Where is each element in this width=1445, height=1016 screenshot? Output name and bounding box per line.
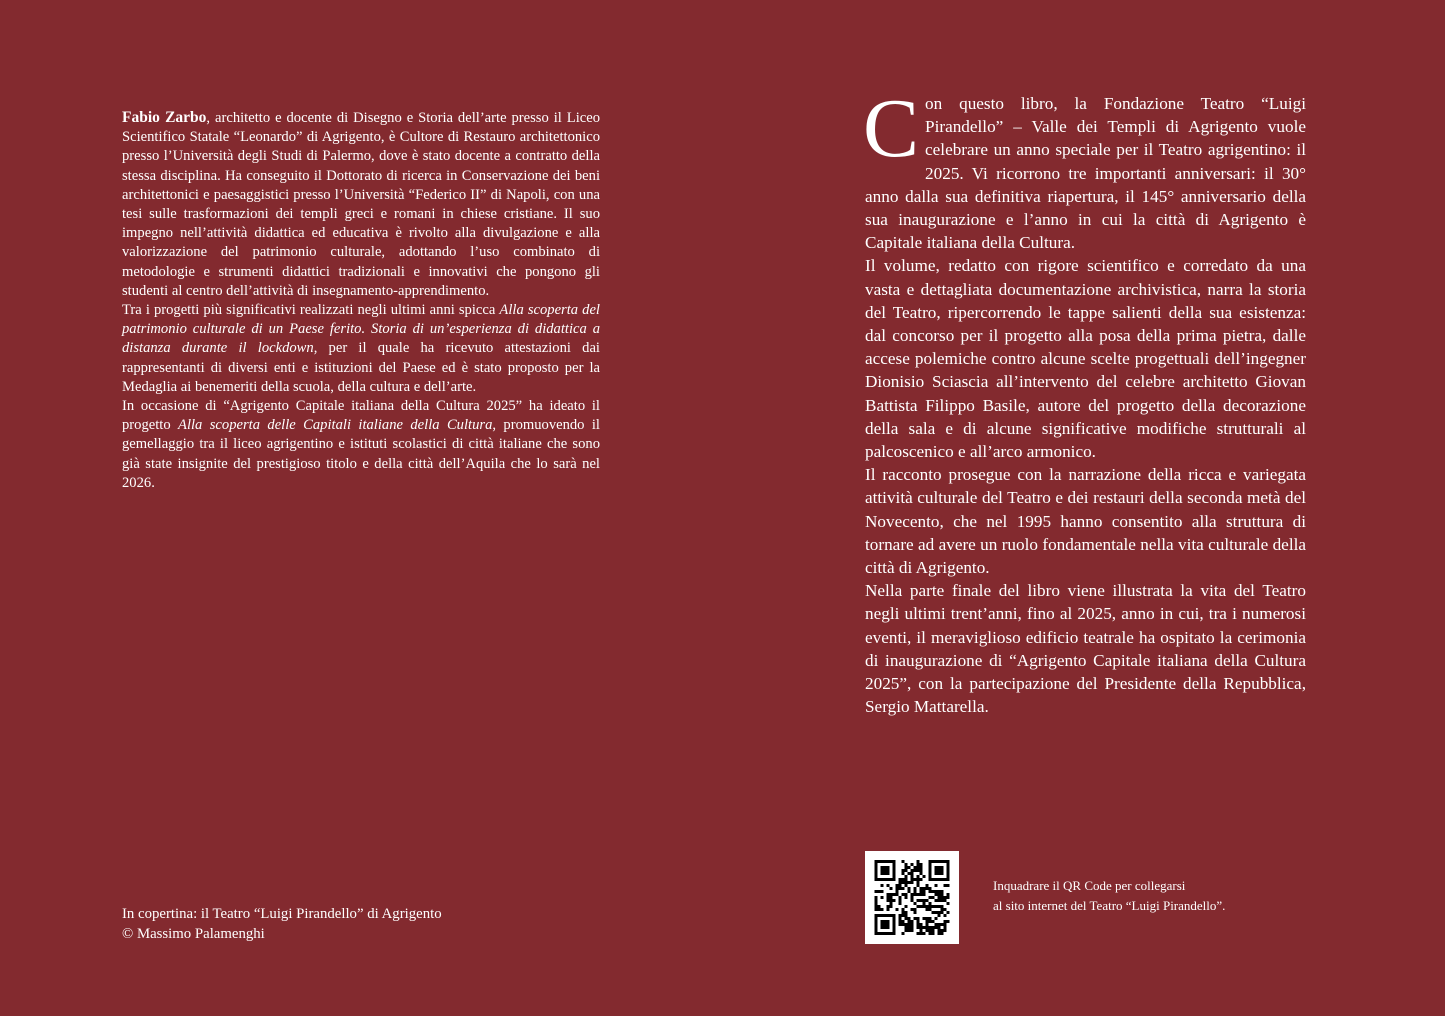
- project-title-1: Alla scoperta del patrimonio culturale di un Paese ferito. Storia di un’esperienza di didattica a distanza durante il lockdown: [122, 302, 600, 357]
- cover-credit: [122, 905, 442, 944]
- drop-cap: C: [863, 82, 920, 175]
- book-blurb: [863, 82, 1306, 718]
- qr-code-icon[interactable]: [865, 851, 959, 944]
- bio-paragraph-1: [122, 108, 600, 301]
- blurb-paragraph-4: Nella parte finale del libro viene illustrata la vita del Teatro negli ultimi trent’anni, fino al 2025, anno in cui, tra i numerosi eventi, il meraviglioso edificio teatrale ha ospitato la cerimonia di inaugurazione di “Agrigento Capitale italiana della Cultura 2025”, con la partecipazione del Presidente della Repubblica, Sergio Mattarella.: [865, 581, 1306, 717]
- bio-text-2a: Tra i progetti più significativi realizzati negli ultimi anni spicca: [122, 302, 500, 319]
- bio-text-3a: In occasione di “Agrigento Capitale italiana della Cultura 2025” ha ideato il progetto: [122, 398, 600, 434]
- qr-caption-line-2: al sito internet del Teatro “Luigi Pirandello”.: [993, 897, 1226, 913]
- blurb-text-1: on questo libro, la Fondazione Teatro “Luigi Pirandello” – Valle dei Templi di Agrigento vuole celebrare un anno speciale per il Teatro agrigentino: il 2025. Vi ricorrono tre importanti anniversari: il 30° anno dalla sua definitiva riapertura, il 145° anniversario della sua inaugurazione e l’anno in cui la città di Agrigento è Capitale italiana della Cultura.: [865, 94, 1306, 253]
- credit-line-2: © Massimo Palamenghi: [122, 925, 265, 942]
- project-title-2: Alla scoperta delle Capitali italiane della Cultura: [178, 417, 493, 434]
- qr-caption-line-1: Inquadrare il QR Code per collegarsi: [993, 878, 1186, 893]
- credit-line-1: In copertina: il Teatro “Luigi Pirandello” di Agrigento: [122, 906, 442, 922]
- bio-paragraph-2: [122, 301, 600, 397]
- author-name: Fabio Zarbo: [122, 109, 207, 126]
- qr-code-graphic: [865, 851, 959, 944]
- author-bio: [122, 108, 600, 493]
- qr-caption: [993, 876, 1225, 915]
- blurb-paragraph-1: [863, 82, 1306, 254]
- blurb-paragraph-3: Il racconto prosegue con la narrazione della ricca e variegata attività culturale del Teatro e dei restauri della seconda metà del Novecento, che nel 1995 hanno consentito alla struttura di tornare ad avere un ruolo fondamentale nella vita culturale della città di Agrigento.: [865, 465, 1306, 578]
- bio-text-2b: , per il quale ha ricevuto attestazioni dai rappresentanti di diversi enti e istituzioni del Paese ed è stato proposto per la Medaglia ai benemeriti della scuola, della cultura e dell’arte.: [122, 340, 600, 395]
- bio-text-3b: , promuovendo il gemellaggio tra il liceo agrigentino e istituti scolastici di città italiane che sono già state insignite del prestigioso titolo e della città dell’Aquila che lo sarà nel 2026.: [122, 417, 600, 491]
- bio-paragraph-3: [122, 397, 600, 493]
- bio-text-1: , architetto e docente di Disegno e Storia dell’arte presso il Liceo Scientifico Statale “Leonardo” di Agrigento, è Cultore di Restauro architettonico presso l’Università degli Studi di Palermo, dove è stato docente a contratto della stessa disciplina. Ha conseguito il Dottorato di ricerca in Conservazione dei beni architettonici e paesaggistici presso l’Università “Federico II” di Napoli, con una tesi sulle trasformazioni dei templi greci e romani in chiese cristiane. Il suo impegno nell’attività didattica ed educativa è rivolto alla divulgazione e alla valorizzazione del patrimonio culturale, adottando l’uso combinato di metodologie e strumenti didattici tradizionali e innovativi che pongono gli studenti al centro dell’attività di insegnamento-apprendimento.: [122, 110, 601, 299]
- blurb-paragraph-2: Il volume, redatto con rigore scientifico e corredato da una vasta e dettagliata documentazione archivistica, narra la storia del Teatro, ripercorrendo le tappe salienti della sua esistenza: dal concorso per il progetto alla posa della prima pietra, dalle accese polemiche contro alcune scelte progettuali dell’ingegner Dionisio Sciascia all’intervento del celebre architetto Giovan Battista Filippo Basile, autore del progetto della decorazione della sala e di alcune significative modifiche strutturali al palcoscenico e all’arco armonico.: [865, 256, 1306, 462]
